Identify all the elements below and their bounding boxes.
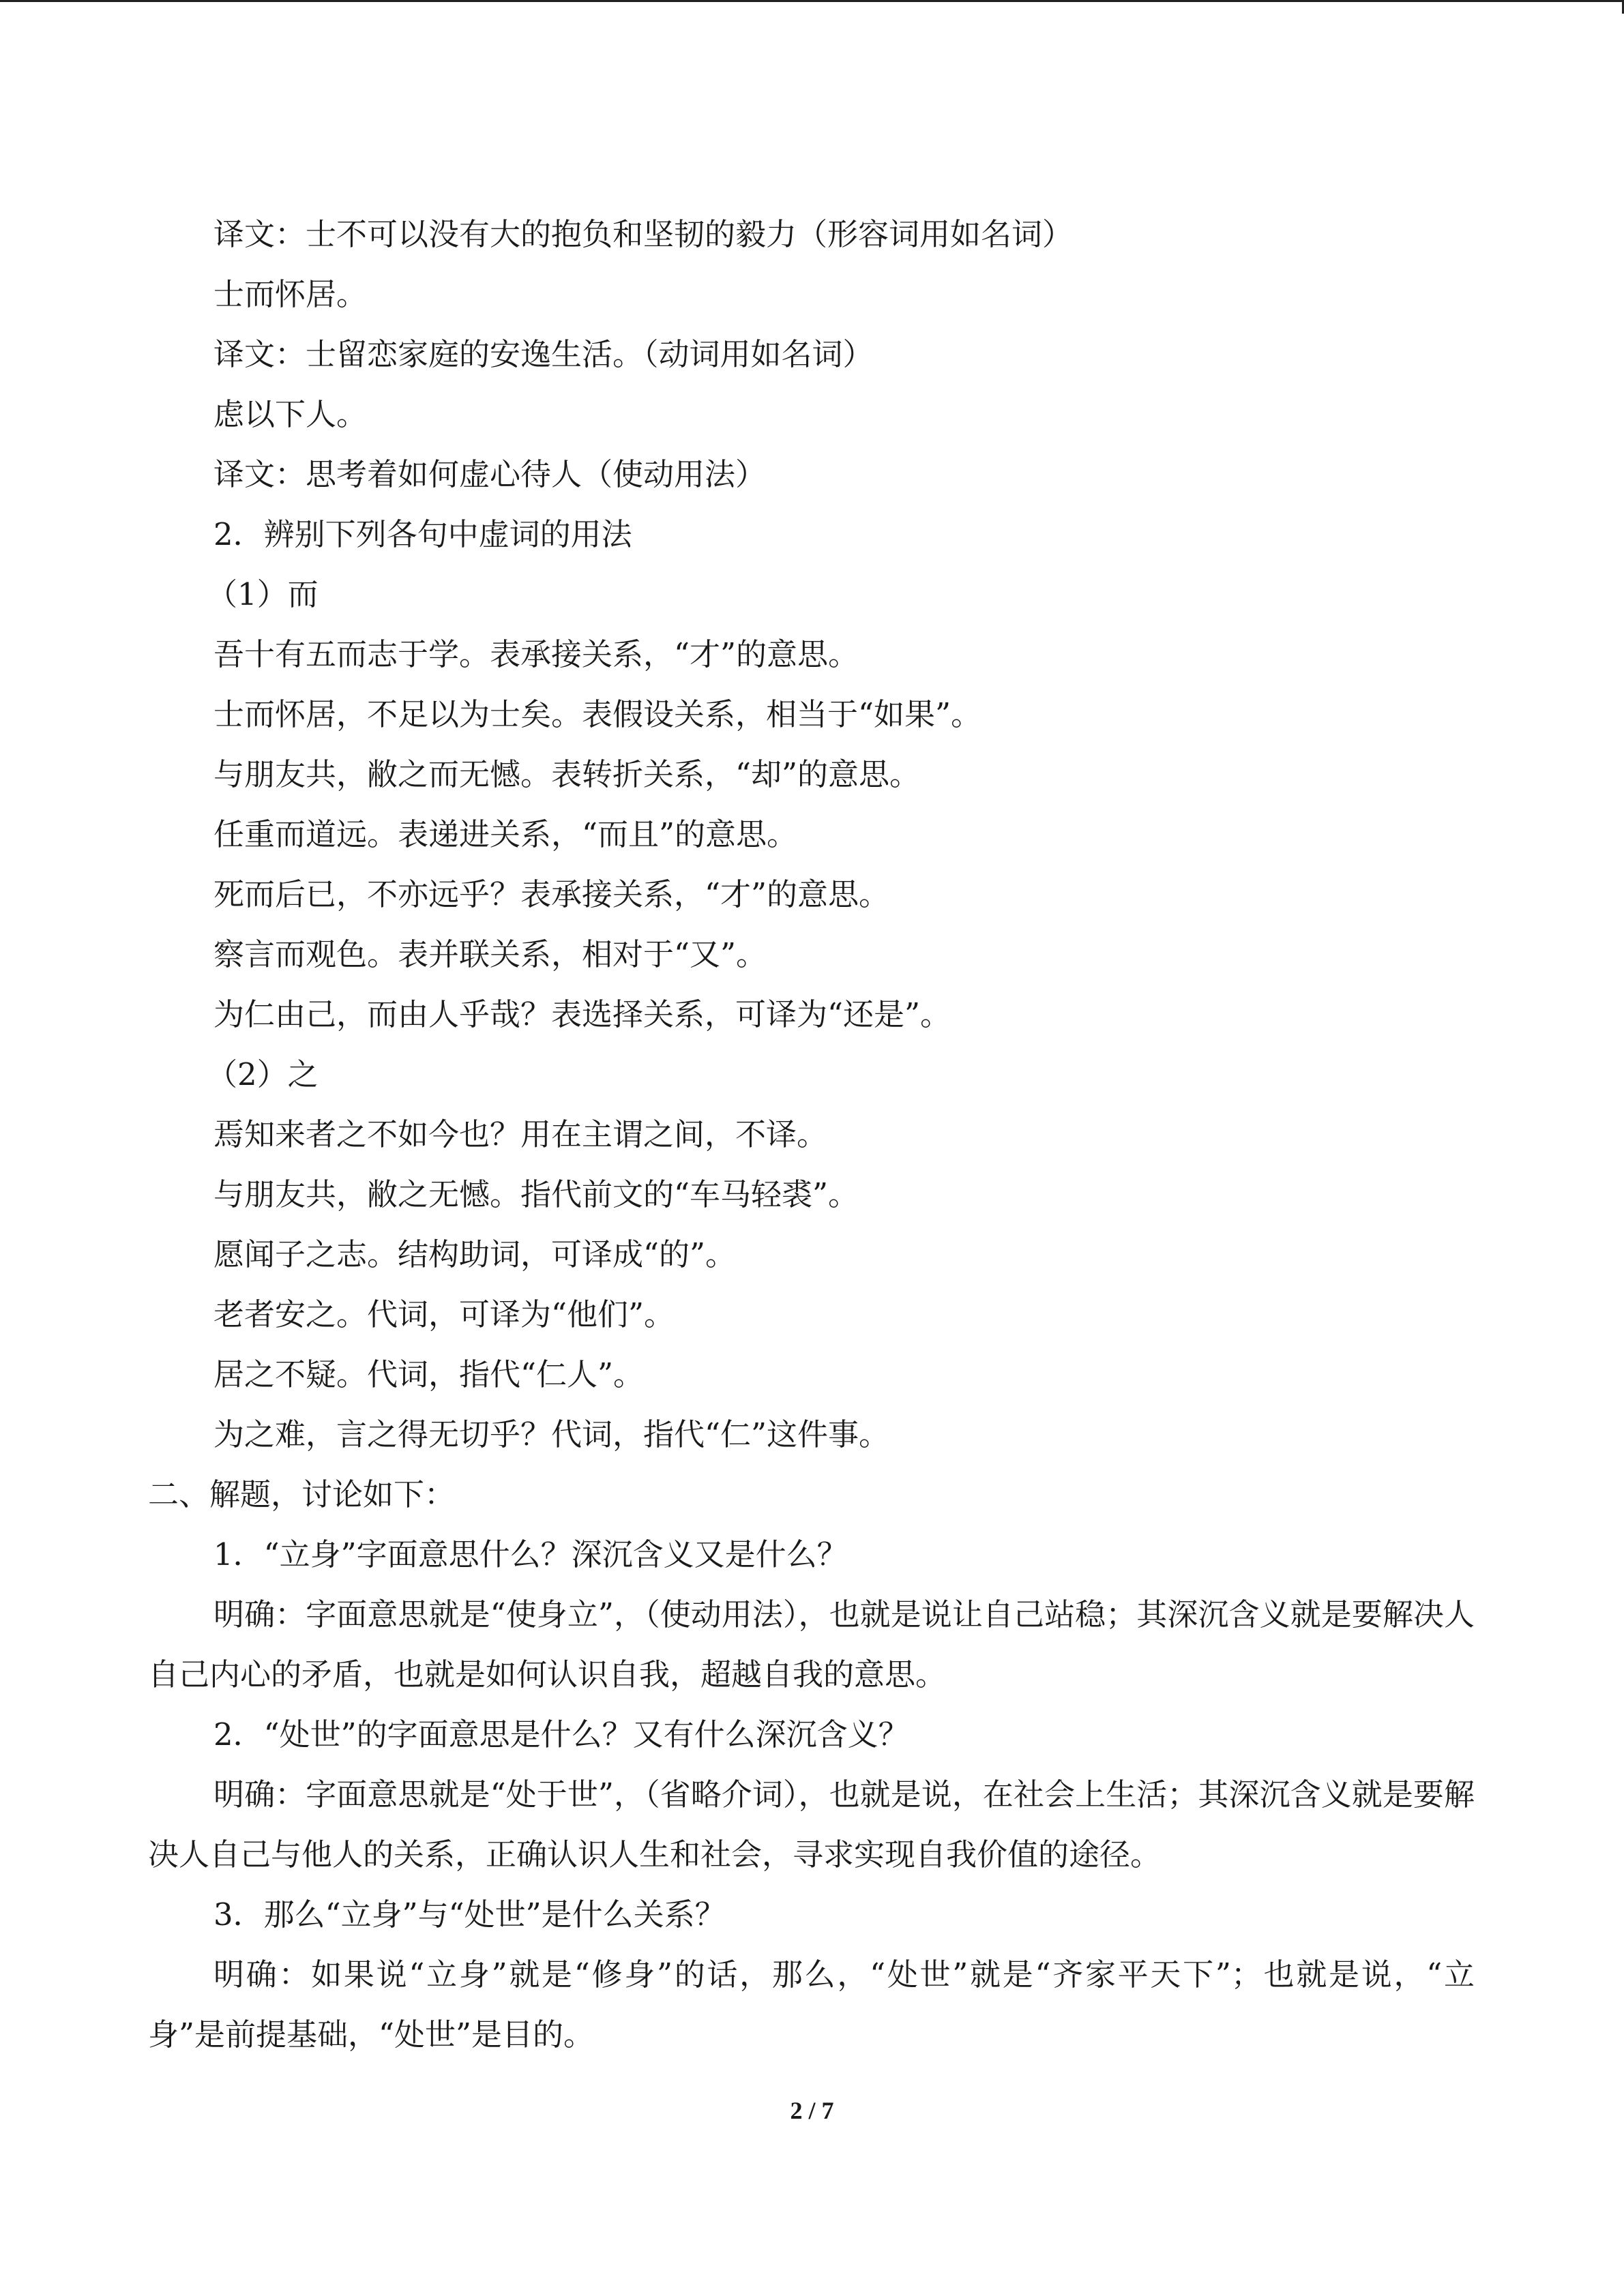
text-line: 译文：士不可以没有大的抱负和坚韧的毅力（形容词用如名词） <box>213 216 1074 252</box>
top-border-line <box>0 0 1624 2</box>
section-item-heading: 2．辨别下列各句中虚词的用法 <box>213 516 632 552</box>
text-line: 士而怀居。 <box>213 276 368 312</box>
sub-heading: （2）之 <box>207 1056 319 1092</box>
text-line: 士而怀居，不足以为士矣。表假设关系，相当于“如果”。 <box>213 696 982 732</box>
text-line: 居之不疑。代词，指代“仁人”。 <box>213 1356 645 1392</box>
page-number: 2 / 7 <box>790 2097 834 2124</box>
text-line: 愿闻子之志。结构助词，可译成“的”。 <box>213 1236 737 1272</box>
text-line: 虑以下人。 <box>213 396 368 432</box>
document-body <box>148 205 1475 2065</box>
text-line: 焉知来者之不如今也？用在主谓之间，不译。 <box>213 1116 828 1152</box>
question-line: 3．那么“立身”与“处世”是什么关系？ <box>213 1896 726 1933</box>
text-line: 与朋友共，敝之无憾。指代前文的“车马轻裘”。 <box>213 1176 859 1212</box>
text-line: 吾十有五而志于学。表承接关系，“才”的意思。 <box>213 636 859 672</box>
text-line: 任重而道远。表递进关系，“而且”的意思。 <box>213 816 798 852</box>
text-line: 老者安之。代词，可译为“他们”。 <box>213 1296 675 1332</box>
sub-heading: （1）而 <box>207 576 319 612</box>
text-line: 译文：士留恋家庭的安逸生活。（动词用如名词） <box>213 336 874 372</box>
answer-paragraph: 明确：字面意思就是“使身立”，（使动用法），也就是说让自己站稳；其深沉含义就是要解决人自己内心的矛盾，也就是如何认识自我，超越自我的意思。 <box>148 1596 1475 1693</box>
text-line: 察言而观色。表并联关系，相对于“又”。 <box>213 936 767 972</box>
answer-paragraph: 明确：字面意思就是“处于世”，（省略介词），也就是说，在社会上生活；其深沉含义就是要解决人自己与他人的关系，正确认识人生和社会，寻求实现自我价值的途径。 <box>148 1776 1475 1873</box>
question-line: 1．“立身”字面意思什么？深沉含义又是什么？ <box>213 1536 848 1572</box>
section-heading: 二、解题，讨论如下： <box>148 1476 456 1512</box>
answer-paragraph: 明确：如果说“立身”就是“修身”的话，那么，“处世”就是“齐家平天下”；也就是说，“立身”是前提基础，“处世”是目的。 <box>148 1956 1475 2053</box>
text-line: 与朋友共，敝之而无憾。表转折关系，“却”的意思。 <box>213 756 921 792</box>
text-line: 译文：思考着如何虚心待人（使动用法） <box>213 456 767 492</box>
text-line: 为仁由己，而由人乎哉？表选择关系，可译为“还是”。 <box>213 996 951 1032</box>
question-line: 2．“处世”的字面意思是什么？又有什么深沉含义？ <box>213 1716 909 1753</box>
text-line: 为之难，言之得无切乎？代词，指代“仁”这件事。 <box>213 1416 890 1452</box>
text-line: 死而后已，不亦远乎？表承接关系，“才”的意思。 <box>213 876 890 912</box>
